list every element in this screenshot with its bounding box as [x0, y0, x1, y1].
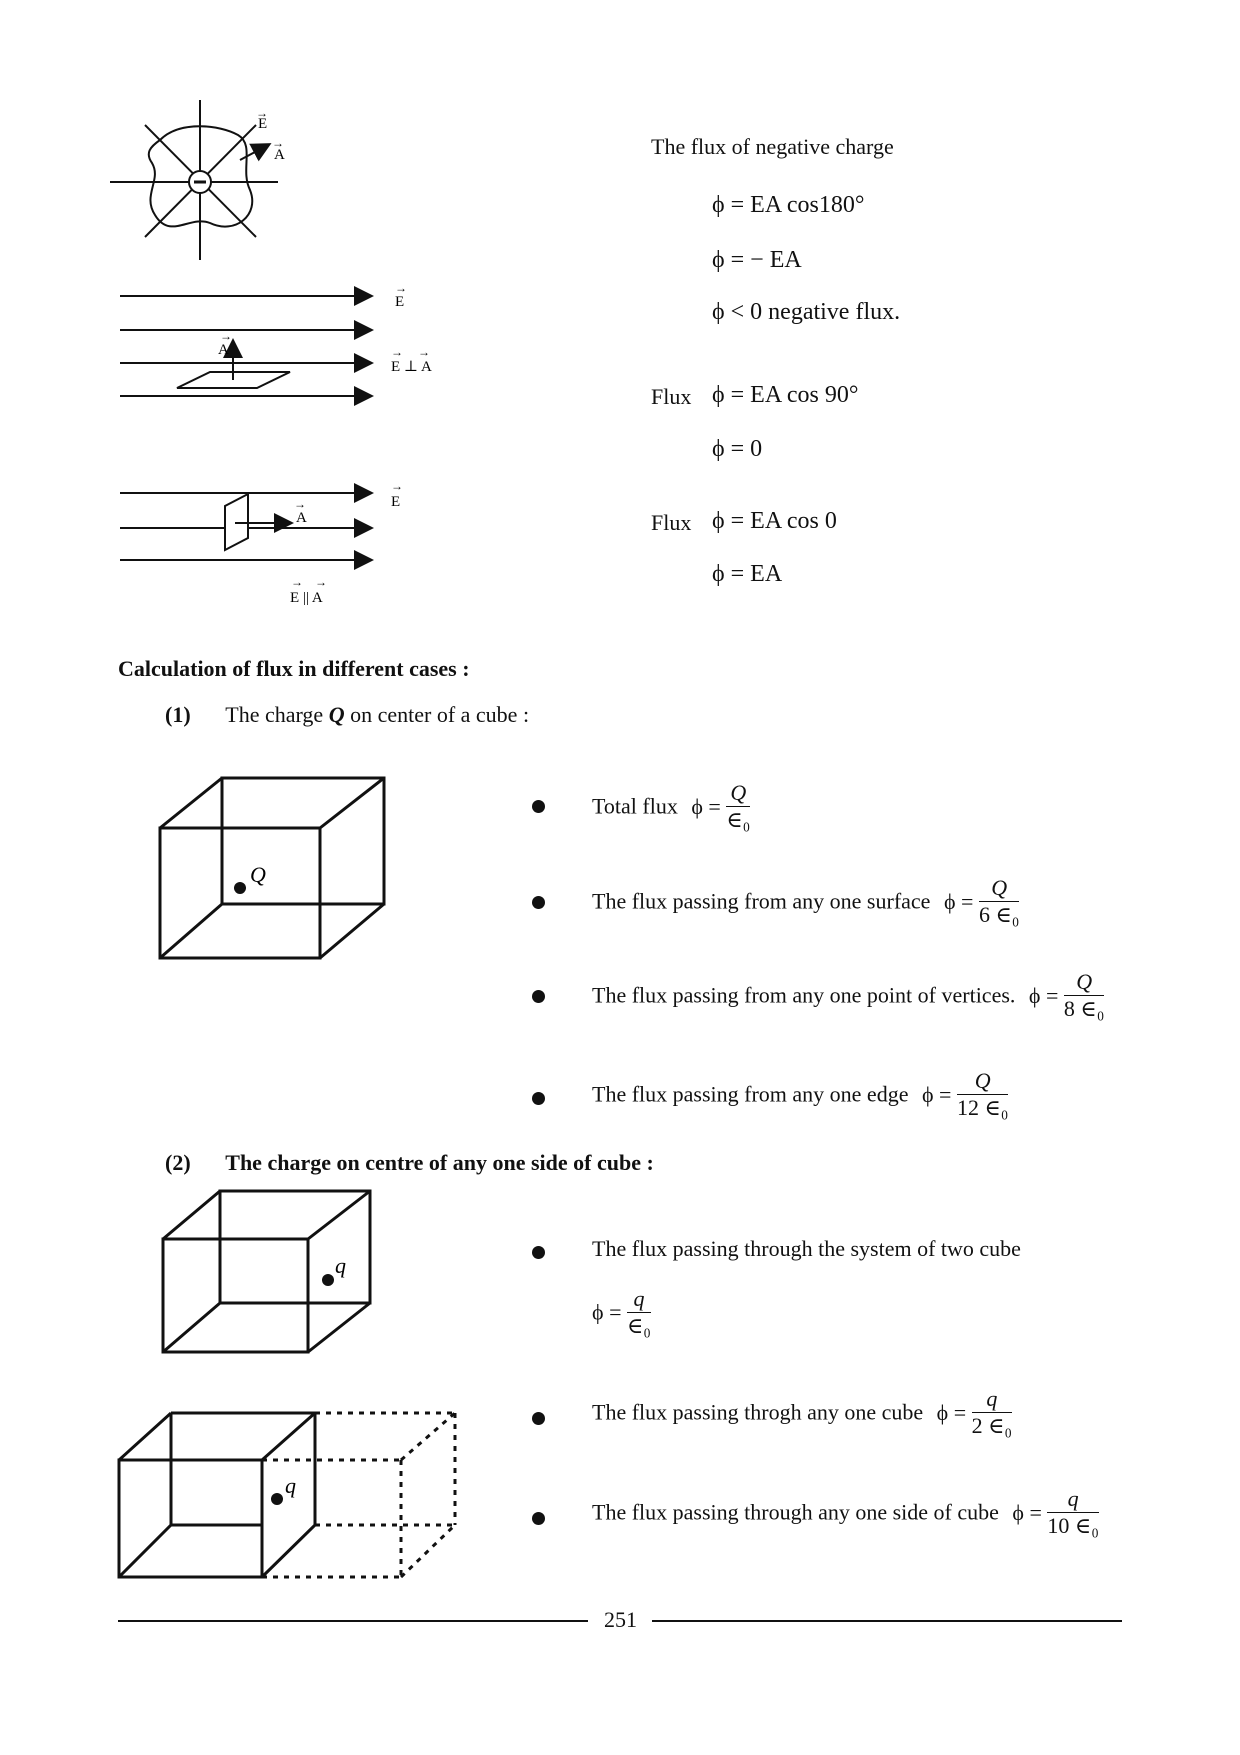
- item-lhs: ϕ =: [1012, 1499, 1042, 1525]
- numerator: Q: [1064, 969, 1104, 996]
- item-text: Total flux: [592, 793, 678, 819]
- bullet: [532, 990, 545, 1003]
- footer-rule-right: [652, 1620, 1122, 1622]
- neg-flux-eq-1: ϕ = EA cos180°: [712, 192, 865, 218]
- item-lhs: ϕ =: [936, 1399, 967, 1425]
- case1-heading: [165, 702, 529, 728]
- fraction: [1064, 969, 1104, 1022]
- perpendicular-field-diagram: [115, 280, 455, 450]
- bullet: [532, 1512, 545, 1525]
- case1-title-pre: The charge: [225, 702, 324, 727]
- e-vector-label: E: [258, 116, 268, 132]
- svg-text:→: →: [220, 329, 232, 343]
- edge-flux-item: [592, 1068, 1008, 1121]
- item-lhs: ϕ =: [921, 1081, 952, 1107]
- fraction: [979, 875, 1019, 928]
- a-vector-label: A: [296, 510, 307, 526]
- svg-text:→ →: → →: [291, 575, 327, 589]
- denominator: ∈₀: [726, 807, 751, 832]
- par-flux-eq-1: ϕ = EA cos 0: [712, 508, 837, 534]
- item-text: The flux passing from any one edge: [592, 1081, 909, 1107]
- e-vector-label: E: [395, 294, 405, 310]
- denominator: 6 ∈₀: [978, 902, 1020, 927]
- a-vector-label: A: [274, 147, 285, 163]
- fraction: [1047, 1486, 1098, 1539]
- parallel-field-diagram: [115, 478, 455, 613]
- svg-text:→: →: [294, 497, 306, 511]
- one-cube-flux-item: [592, 1386, 1012, 1439]
- surface-flux-item: [592, 875, 1019, 928]
- item-lhs: ϕ =: [691, 793, 721, 819]
- case1-title-var: Q: [328, 702, 345, 727]
- svg-text:→: →: [395, 281, 407, 295]
- vertex-flux-item: [592, 969, 1104, 1022]
- neg-flux-eq-3: ϕ < 0 negative flux.: [712, 299, 901, 325]
- perp-flux-eq-1: ϕ = EA cos 90°: [712, 382, 859, 408]
- system-flux-text: The flux passing through the system of two cube: [592, 1236, 1021, 1261]
- neg-flux-eq-2: ϕ = − EA: [712, 247, 802, 273]
- bullet: [532, 896, 545, 909]
- cube-center-charge-diagram: [150, 770, 400, 970]
- perpendicular-relation: E ⊥ A: [391, 359, 432, 375]
- item-lhs: ϕ =: [1028, 982, 1059, 1008]
- numerator: q: [972, 1386, 1012, 1413]
- parallel-relation: E || A: [290, 590, 323, 606]
- case1-title-post: on center of a cube :: [350, 702, 530, 727]
- denominator: ∈₀: [627, 1313, 651, 1338]
- case2-number: (2): [165, 1150, 191, 1175]
- svg-text:→: →: [391, 479, 403, 493]
- denominator: 2 ∈₀: [971, 1413, 1013, 1438]
- item-text: The flux passing throgh any one cube: [592, 1399, 924, 1425]
- case2-title: The charge on centre of any one side of cube :: [225, 1150, 654, 1175]
- case1-number: (1): [165, 702, 191, 727]
- bullet: [532, 1412, 545, 1425]
- svg-text:→: →: [256, 106, 268, 120]
- fraction: [972, 1386, 1012, 1439]
- par-flux-label: Flux: [651, 510, 692, 535]
- numerator: Q: [726, 780, 750, 807]
- bullet: [532, 800, 545, 813]
- page-number: 251: [604, 1607, 637, 1632]
- numerator: Q: [979, 875, 1019, 902]
- charge-label: q: [285, 1473, 296, 1498]
- total-flux-item: [592, 780, 750, 833]
- one-side-flux-item: [592, 1486, 1099, 1539]
- denominator: 10 ∈₀: [1047, 1513, 1099, 1538]
- perp-flux-eq-2: ϕ = 0: [712, 436, 763, 462]
- perp-flux-label: Flux: [651, 384, 692, 409]
- case2-heading: [165, 1150, 654, 1176]
- system-flux-eq: [592, 1286, 651, 1339]
- fraction: [627, 1286, 651, 1339]
- section-title: Calculation of flux in different cases :: [118, 656, 470, 681]
- fraction: [957, 1068, 1008, 1121]
- e-vector-label: E: [391, 494, 401, 510]
- negative-flux-heading: The flux of negative charge: [651, 134, 894, 159]
- two-cube-system-diagram: [115, 1405, 465, 1585]
- numerator: q: [1047, 1486, 1098, 1513]
- item-lhs: ϕ =: [592, 1299, 622, 1325]
- bullet: [532, 1092, 545, 1105]
- svg-text:→ →: → →: [391, 345, 430, 359]
- item-text: The flux passing from any one surface: [592, 888, 931, 914]
- denominator: 12 ∈₀: [956, 1095, 1009, 1120]
- cube-face-charge-diagram: [155, 1185, 375, 1360]
- item-text: The flux passing from any one point of vertices.: [592, 982, 1016, 1008]
- charge-label: Q: [250, 862, 266, 887]
- a-vector-label: A: [218, 342, 229, 358]
- negative-charge-diagram: [110, 95, 310, 270]
- fraction: [726, 780, 750, 833]
- denominator: 8 ∈₀: [1063, 996, 1105, 1021]
- item-text: The flux passing through any one side of cube: [592, 1499, 999, 1525]
- svg-text:→: →: [272, 136, 284, 150]
- bullet: [532, 1246, 545, 1259]
- footer-rule-left: [118, 1620, 588, 1622]
- charge-label: q: [335, 1253, 346, 1278]
- par-flux-eq-2: ϕ = EA: [712, 561, 783, 587]
- numerator: q: [627, 1286, 651, 1313]
- numerator: Q: [957, 1068, 1008, 1095]
- item-lhs: ϕ =: [943, 888, 974, 914]
